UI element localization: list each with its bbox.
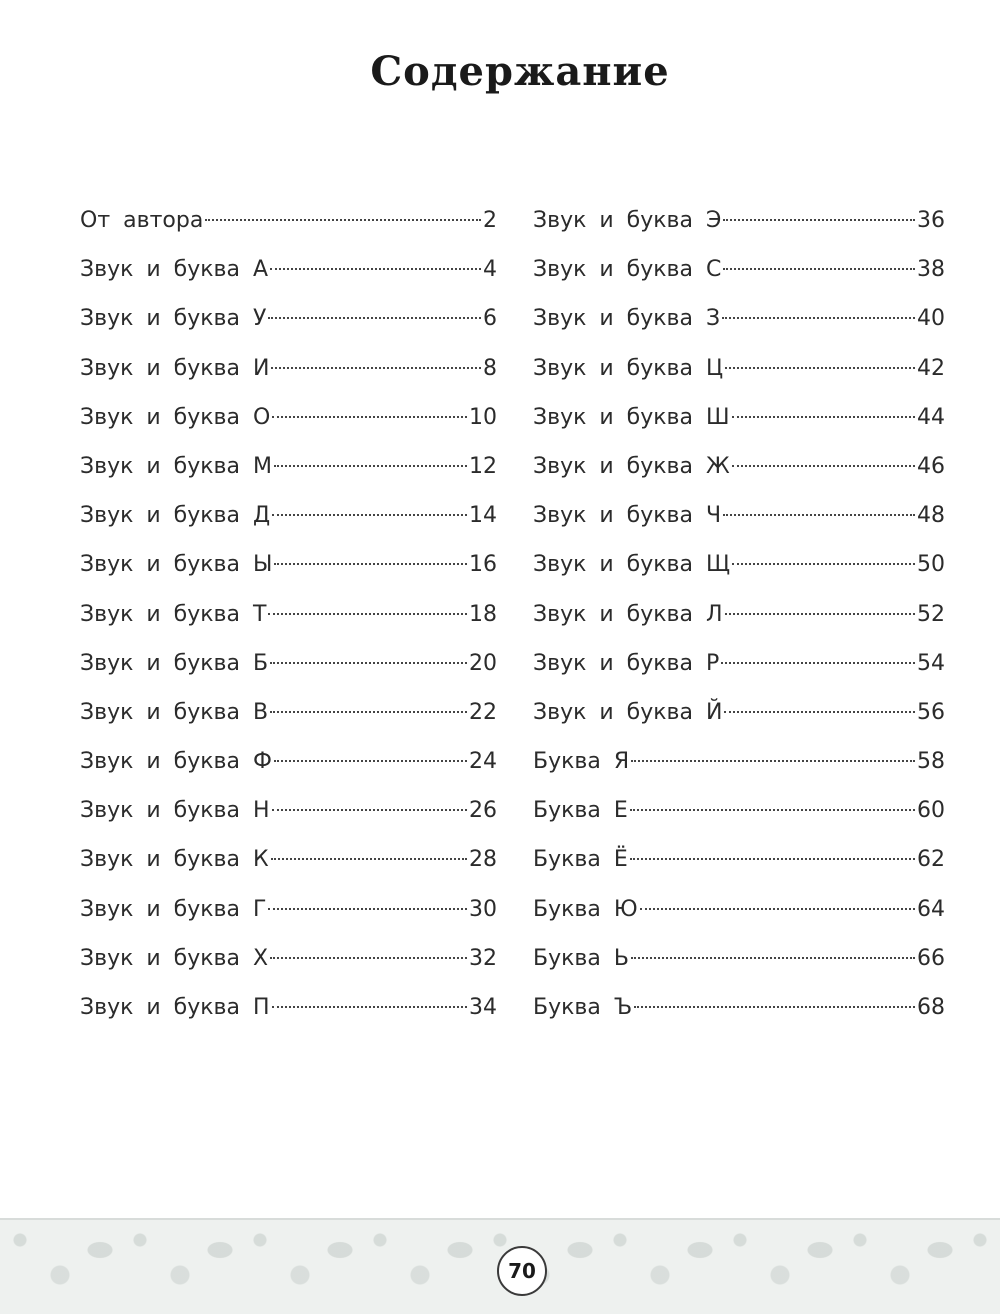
toc-entry-label: Звук и буква В: [80, 699, 269, 725]
toc-entry-label: Буква Ю: [533, 896, 638, 922]
toc-entry-label: Звук и буква Э: [533, 208, 722, 233]
dot-leader: [274, 563, 467, 565]
toc-entry-label: Звук и буква Ч: [533, 503, 722, 529]
toc-entry-page-number: 60: [917, 798, 945, 824]
toc-entry: [533, 786, 945, 835]
dot-leader: [205, 219, 481, 221]
toc-entry-page-number: 8: [483, 355, 497, 381]
dot-leader: [634, 1006, 915, 1008]
toc-entry-label: Звук и буква Д: [80, 503, 271, 529]
toc-left-column: [80, 196, 497, 1032]
toc-entry-page-number: 20: [469, 650, 497, 676]
toc-entry: [533, 442, 945, 491]
dot-leader: [722, 317, 915, 319]
dot-leader: [274, 465, 467, 467]
toc-entry: [80, 294, 497, 343]
toc-entry-page-number: 22: [469, 699, 497, 725]
toc-entry-page-number: 28: [469, 847, 497, 873]
dot-leader: [274, 760, 467, 762]
toc-entry: [80, 885, 497, 934]
toc-entry: [533, 196, 945, 245]
toc-right-column: [533, 196, 945, 1032]
toc-entry-page-number: 44: [917, 404, 945, 430]
toc-entry-label: Буква Я: [533, 749, 630, 775]
toc-entry-page-number: 64: [917, 896, 945, 922]
toc-entry-page-number: 32: [469, 945, 497, 971]
toc-entry-label: Звук и буква К: [80, 847, 269, 873]
toc-entry-page-number: 2: [483, 208, 497, 233]
toc-entry-page-number: 36: [917, 208, 945, 233]
toc-entry: [80, 835, 497, 884]
toc-entry-page-number: 52: [917, 601, 945, 627]
toc-entry: [533, 688, 945, 737]
toc-entry: [80, 639, 497, 688]
toc-entry: [80, 196, 497, 245]
dot-leader: [272, 1006, 467, 1008]
dot-leader: [723, 514, 915, 516]
toc-entry: [80, 540, 497, 589]
toc-entry: [533, 294, 945, 343]
toc-entry: [80, 737, 497, 786]
toc-entry-label: Звук и буква Щ: [533, 552, 731, 578]
dot-leader: [270, 711, 467, 713]
dot-leader: [270, 662, 467, 664]
toc-entry-label: Звук и буква Г: [80, 896, 267, 922]
dot-leader: [268, 613, 467, 615]
toc-entry-label: Звук и буква З: [533, 306, 721, 332]
toc-entry-page-number: 14: [469, 503, 497, 529]
dot-leader: [271, 858, 467, 860]
page-title: Содержание: [370, 48, 670, 95]
toc-entry: [80, 786, 497, 835]
dot-leader: [630, 809, 915, 811]
toc-entry: [80, 344, 497, 393]
toc-entry-page-number: 48: [917, 503, 945, 529]
toc-entry: [533, 639, 945, 688]
toc-entry-label: Буква Ь: [533, 945, 629, 971]
toc-entry-page-number: 26: [469, 798, 497, 824]
toc-entry: [80, 983, 497, 1032]
toc-entry-page-number: 10: [469, 404, 497, 430]
toc-entry-page-number: 54: [917, 650, 945, 676]
dot-leader: [723, 268, 915, 270]
toc-entry: [80, 590, 497, 639]
toc-entry: [533, 885, 945, 934]
toc-entry: [533, 983, 945, 1032]
toc-entry-label: Звук и буква Ы: [80, 552, 273, 578]
dot-leader: [725, 613, 915, 615]
dot-leader: [631, 760, 915, 762]
dot-leader: [721, 662, 915, 664]
toc-entry-page-number: 24: [469, 749, 497, 775]
dot-leader: [268, 908, 467, 910]
toc-entry-label: Звук и буква Ц: [533, 355, 724, 381]
toc-entry-page-number: 6: [483, 306, 497, 332]
dot-leader: [270, 268, 481, 270]
toc-entry: [80, 934, 497, 983]
dot-leader: [272, 809, 467, 811]
toc-entry-label: Буква Ё: [533, 847, 628, 873]
toc-entry-label: Звук и буква Б: [80, 650, 269, 676]
toc-entry-page-number: 50: [917, 552, 945, 578]
toc-entry-label: Звук и буква С: [533, 257, 722, 283]
toc-entry-page-number: 62: [917, 847, 945, 873]
dot-leader: [268, 317, 481, 319]
toc-entry: [533, 245, 945, 294]
toc-entry: [80, 491, 497, 540]
toc-entry-label: Звук и буква У: [80, 306, 267, 332]
toc-entry-label: Звук и буква О: [80, 404, 271, 430]
toc-entry-page-number: 4: [483, 257, 497, 283]
toc-entry-label: Звук и буква Л: [533, 601, 723, 627]
toc-entry-label: Буква Ъ: [533, 995, 633, 1020]
toc-entry-label: Звук и буква М: [80, 453, 272, 479]
toc-entry-page-number: 38: [917, 257, 945, 283]
toc-entry-label: Звук и буква Х: [80, 945, 269, 971]
dot-leader: [271, 367, 481, 369]
toc-entry: [533, 835, 945, 884]
toc-entry-page-number: 42: [917, 355, 945, 381]
dot-leader: [725, 367, 915, 369]
dot-leader: [631, 957, 915, 959]
dot-leader: [732, 416, 915, 418]
toc-entry-label: Звук и буква И: [80, 355, 270, 381]
toc-entry: [80, 442, 497, 491]
dot-leader: [272, 514, 467, 516]
toc-entry-page-number: 16: [469, 552, 497, 578]
toc-entry-page-number: 46: [917, 453, 945, 479]
toc-entry-page-number: 58: [917, 749, 945, 775]
toc-entry-page-number: 34: [469, 995, 497, 1020]
toc-entry: [533, 540, 945, 589]
toc-entry: [533, 737, 945, 786]
dot-leader: [640, 908, 915, 910]
toc-entry: [80, 393, 497, 442]
dot-leader: [732, 563, 915, 565]
toc-entry: [80, 688, 497, 737]
dot-leader: [272, 416, 467, 418]
dot-leader: [723, 219, 915, 221]
toc-entry-page-number: 18: [469, 601, 497, 627]
page-number-badge: 70: [497, 1246, 547, 1296]
toc-entry: [533, 934, 945, 983]
dot-leader: [270, 957, 467, 959]
toc-entry-label: Звук и буква Р: [533, 650, 720, 676]
toc-entry-label: Звук и буква Й: [533, 699, 723, 725]
toc-entry-page-number: 66: [917, 945, 945, 971]
toc-entry: [533, 590, 945, 639]
dot-leader: [724, 711, 915, 713]
toc-entry: [533, 344, 945, 393]
toc-entry-label: Звук и буква П: [80, 995, 270, 1020]
toc-entry-label: Звук и буква Ш: [533, 404, 730, 430]
toc-entry-page-number: 40: [917, 306, 945, 332]
toc-entry-page-number: 30: [469, 896, 497, 922]
toc-entry-page-number: 56: [917, 699, 945, 725]
toc-entry-label: Звук и буква Т: [80, 601, 267, 627]
toc-entry: [80, 245, 497, 294]
toc-entry-label: Звук и буква Ф: [80, 749, 272, 775]
toc-entry-label: От автора: [80, 208, 204, 233]
toc-entry-label: Звук и буква Н: [80, 798, 270, 824]
toc-entry-label: Звук и буква Ж: [533, 453, 730, 479]
toc-entry: [533, 491, 945, 540]
toc-entry-page-number: 68: [917, 995, 945, 1020]
toc-entry-label: Звук и буква А: [80, 257, 269, 283]
toc-entry-label: Буква Е: [533, 798, 628, 824]
toc-entry: [533, 393, 945, 442]
dot-leader: [732, 465, 915, 467]
toc-entry-page-number: 12: [469, 453, 497, 479]
dot-leader: [630, 858, 915, 860]
